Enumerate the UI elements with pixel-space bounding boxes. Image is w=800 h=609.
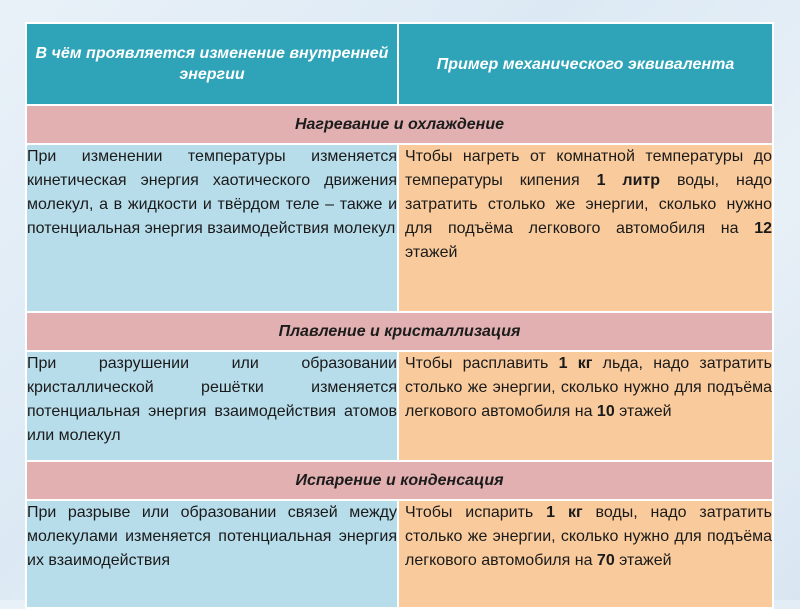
value-mass: 1 кг xyxy=(558,355,593,372)
value-volume: 1 литр xyxy=(596,172,661,189)
text: воды, надо затратить столько же энергии, сколько нужно для подъёма легкового автомобиля на xyxy=(405,172,772,237)
text: Чтобы расплавить xyxy=(405,355,559,372)
header-col2: Пример механического эквивалента xyxy=(398,23,773,105)
value-floors: 12 xyxy=(754,220,772,237)
value-floors: 10 xyxy=(596,403,615,420)
text: этажей xyxy=(614,403,672,420)
text: льда, надо затратить столько же энергии, сколько нужно для подъёма легкового автомобиля на xyxy=(405,355,773,420)
energy-table xyxy=(25,22,774,609)
cell-melting-right xyxy=(398,351,773,461)
text: этажей xyxy=(405,244,458,261)
cell-evaporation-right xyxy=(398,500,773,608)
cell-heating-left: При изменении температуры изменяется кинетическая энергия хаотического движения молекул, а в жидкости и твёрдом теле – также и потенциальная энергия взаимодействия молекул xyxy=(26,144,398,312)
section-title-heating: Нагревание и охлаждение xyxy=(26,105,773,144)
value-mass: 1 кг xyxy=(546,504,583,521)
cell-evaporation-left: При разрыве или образовании связей между молекулами изменяется потенциальная энергия их взаимодействия xyxy=(26,500,398,608)
text: этажей xyxy=(614,552,672,569)
value-floors: 70 xyxy=(596,552,615,569)
text: воды, надо затратить столько же энергии, сколько нужно для подъёма легкового автомобиля на xyxy=(405,504,772,569)
section-title-evaporation: Испарение и конденсация xyxy=(26,461,773,500)
text: Чтобы испарить xyxy=(405,504,547,521)
section-title-melting: Плавление и кристаллизация xyxy=(26,312,773,351)
cell-melting-left: При разрушении или образовании кристаллической решётки изменяется потенциальная энергия взаимодействия атомов или молекул xyxy=(26,351,398,461)
text: Чтобы нагреть от комнатной температуры до температуры кипения xyxy=(405,148,772,189)
header-col1: В чём проявляется изменение внутренней энергии xyxy=(26,23,398,105)
cell-heating-right xyxy=(398,144,773,312)
